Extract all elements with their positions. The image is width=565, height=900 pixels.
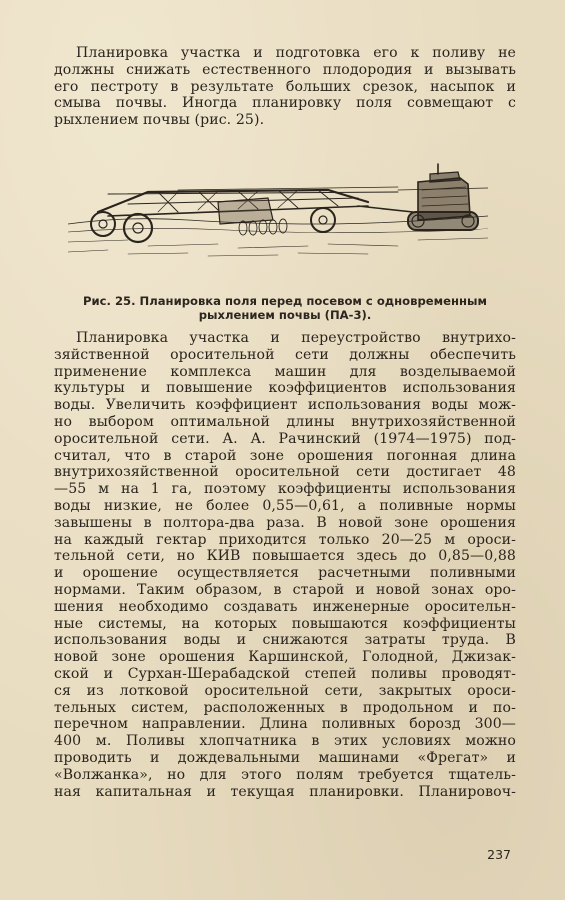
text-line: внутрихозяйственной оросительной сети достигает 48 xyxy=(54,464,516,481)
text-line: культуры и повышение коэффициентов использования xyxy=(54,380,516,397)
text-line: ся из лотковой оросительной сети, закрытых ороси- xyxy=(54,682,516,699)
text-line: рыхлением почвы (рис. 25). xyxy=(54,112,265,129)
text-line: его пестроту в результате больших срезок, насыпок и xyxy=(54,78,516,95)
text-line: использования воды и снижаются затраты труда. В xyxy=(54,632,516,649)
text-line: считал, что в старой зоне орошения погонная длина xyxy=(54,447,516,464)
caption-line: рыхлением почвы (ПА-3). xyxy=(198,308,372,322)
text-line: ской и Сурхан-Шерабадской степей поливы проводят- xyxy=(54,665,516,682)
text-line: смыва почвы. Иногда планировку поля совмещают с xyxy=(54,95,516,112)
paragraph-intro xyxy=(54,45,516,129)
text-line: 400 м. Поливы хлопчатника в этих условиях можно xyxy=(54,733,516,750)
text-line: и орошение осуществляется расчетными поливными xyxy=(54,565,516,582)
text-line: завышены в полтора-два раза. В новой зоне орошения xyxy=(54,514,516,531)
text-line: Планировка участка и подготовка его к поливу не xyxy=(76,45,516,61)
text-line: воды. Увеличить коэффициент использования воды мож- xyxy=(54,397,516,414)
text-line: новой зоне орошения Каршинской, Голодной, Джизак- xyxy=(54,649,516,666)
text-line: перечном направлении. Длина поливных борозд 300— xyxy=(54,716,516,733)
text-line: ная капитальная и текущая планировки. Планировоч- xyxy=(54,783,516,800)
tractor-leveler-illustration xyxy=(68,154,488,264)
text-line: зяйственной оросительной сети должны обеспечить xyxy=(54,346,516,363)
text-line: тельных систем, расположенных в продольном и по- xyxy=(54,699,516,716)
text-line: проводить и дождевальными машинами «Фрегат» и xyxy=(54,749,516,766)
text-line: но выбором оптимальной длины внутрихозяйственной xyxy=(54,413,516,430)
text-line: шения необходимо создавать инженерные оросительн- xyxy=(54,598,516,615)
figure-caption xyxy=(60,294,510,322)
page-number: 237 xyxy=(487,847,511,862)
text-line: нормами. Таким образом, в старой и новой зонах оро- xyxy=(54,581,516,598)
paragraph-main xyxy=(54,330,516,800)
text-line: оросительной сети. А. А. Рачинский (1974—1975) под- xyxy=(54,430,516,447)
text-line: применение комплекса машин для возделываемой xyxy=(54,363,516,380)
text-line: —55 м на 1 га, поэтому коэффициенты использования xyxy=(54,481,516,498)
text-line: Планировка участка и переустройство внутрихо- xyxy=(76,330,516,346)
text-line: на каждый гектар приходится только 20—25 м ороси- xyxy=(54,531,516,548)
text-line: должны снижать естественного плодородия и вызывать xyxy=(54,61,516,78)
text-line: ные системы, на которых повышаются коэффициенты xyxy=(54,615,516,632)
caption-line: Рис. 25. Планировка поля перед посевом с одновременным xyxy=(83,294,487,308)
text-line: воды низкие, не более 0,55—0,61, а поливные нормы xyxy=(54,497,516,514)
text-line: «Волжанка», но для этого полям требуется тщатель- xyxy=(54,766,516,783)
text-line: тельной сети, но КИВ повышается здесь до 0,85—0,88 xyxy=(54,548,516,565)
